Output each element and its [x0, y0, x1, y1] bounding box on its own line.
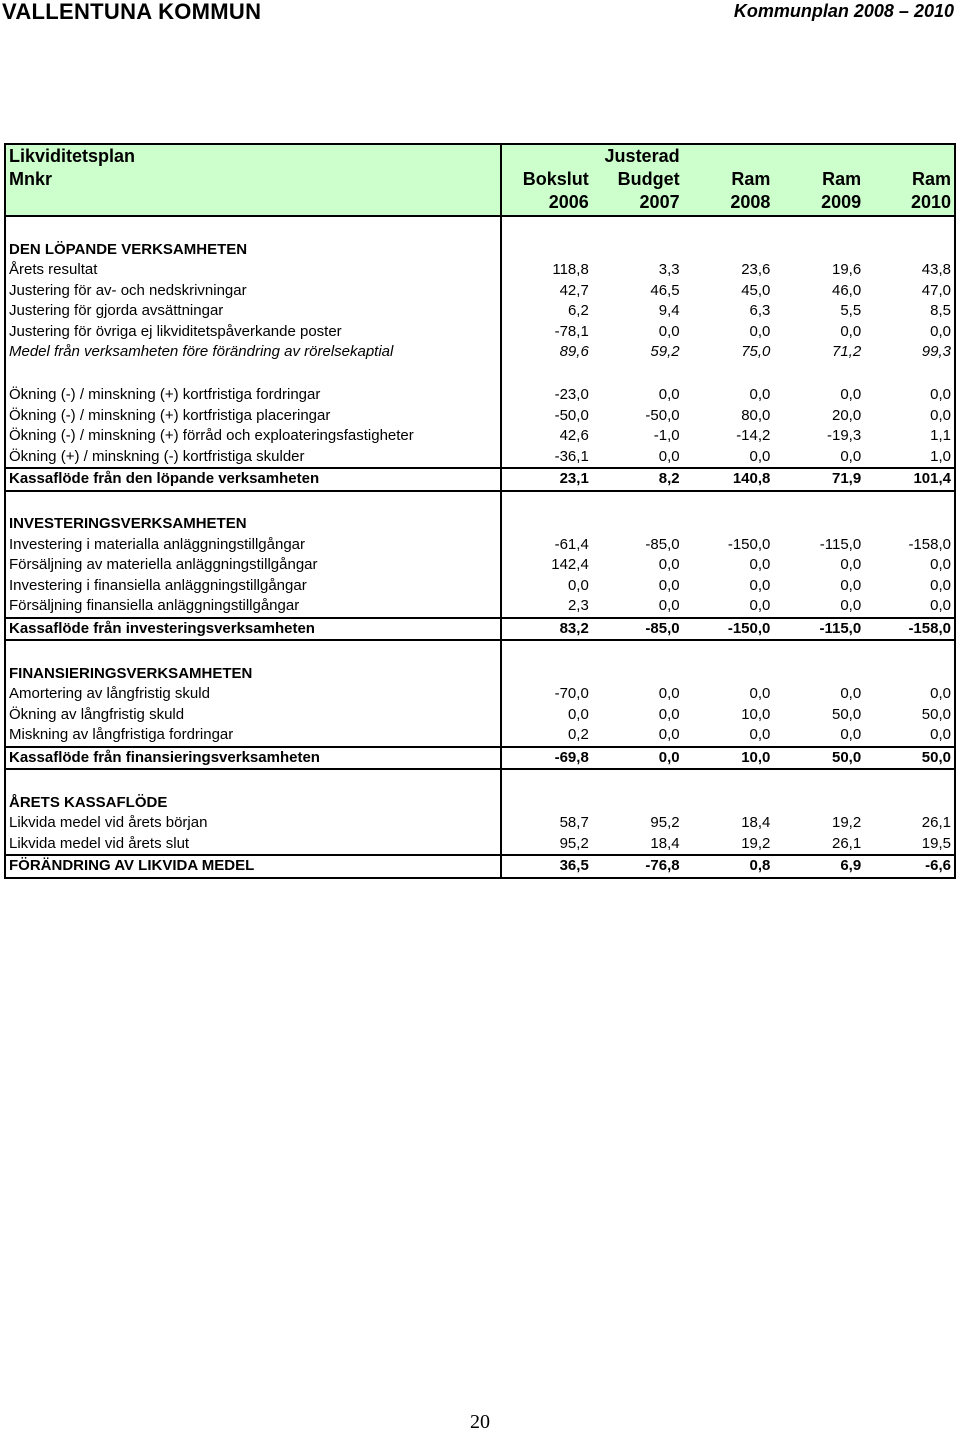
spacer-cell [5, 640, 501, 664]
value-budget-2007 [592, 240, 683, 261]
value-ram-2010: 0,0 [930, 576, 951, 594]
value-ram-2008 [683, 514, 774, 535]
spacer-cell [592, 640, 683, 664]
value-bokslut-2006: 42,7 [559, 281, 589, 299]
table-row [5, 301, 955, 322]
page-number: 20 [470, 1411, 490, 1433]
value-bokslut-2006: 42,6 [559, 427, 589, 445]
row-label: Ökning (-) / minskning (+) förråd och exploateringsfastigheter [5, 426, 501, 447]
value-ram-2008: 0,0 [749, 556, 771, 574]
spacer-cell [5, 363, 501, 386]
spacer-cell [501, 640, 592, 664]
value-ram-2009: -115,0 [819, 535, 862, 553]
spacer-row [5, 363, 955, 386]
page-header [0, 0, 960, 24]
value-bokslut-2006: -61,4 [554, 535, 589, 553]
value-budget-2007: 46,5 [650, 281, 680, 299]
row-label: Justering för gjorda avsättningar [5, 301, 501, 322]
value-ram-2008: 0,8 [749, 857, 771, 875]
spacer-cell [592, 216, 683, 240]
row-label: Investering i materialla anläggningstillgångar [5, 535, 501, 556]
value-ram-2008: 10,0 [741, 705, 771, 723]
header-col-bokslut-2006: Bokslut 2006 [501, 144, 592, 216]
value-ram-2009: 6,9 [840, 857, 862, 875]
value-ram-2009: 0,0 [773, 596, 864, 618]
value-budget-2007: -85,0 [645, 535, 680, 553]
value-ram-2010: -6,6 [925, 857, 951, 875]
header-label-cell [5, 144, 501, 216]
value-bokslut-2006: 23,1 [501, 468, 592, 491]
table-row [5, 322, 955, 343]
spacer-cell [773, 363, 864, 386]
value-bokslut-2006: 95,2 [501, 834, 592, 856]
table-title: Likviditetsplan [9, 146, 136, 166]
value-ram-2009: 50,0 [831, 705, 862, 723]
value-budget-2007: 0,0 [592, 447, 683, 469]
header-col-budget-2007: Justerad Budget 2007 [592, 144, 683, 216]
value-bokslut-2006: -70,0 [554, 685, 589, 703]
value-budget-2007: -50,0 [645, 406, 680, 424]
value-ram-2009: 19,2 [831, 814, 862, 832]
value-ram-2010: 99,3 [921, 343, 951, 361]
value-ram-2008: 0,0 [749, 576, 771, 594]
value-ram-2010 [864, 793, 955, 814]
value-ram-2010: 101,4 [864, 468, 955, 491]
spacer-cell [592, 363, 683, 386]
spacer-row [5, 769, 955, 793]
value-ram-2008: 0,0 [683, 596, 774, 618]
spacer-cell [592, 491, 683, 515]
spacer-cell [501, 769, 592, 793]
spacer-cell [683, 491, 774, 515]
value-ram-2008: 0,0 [683, 725, 774, 747]
value-budget-2007: 18,4 [592, 834, 683, 856]
value-bokslut-2006 [501, 514, 592, 535]
row-label: Ökning (+) / minskning (-) kortfristiga skulder [5, 447, 501, 469]
value-ram-2009: 0,0 [840, 685, 862, 703]
table-row [5, 406, 955, 427]
value-bokslut-2006: 6,2 [567, 302, 589, 320]
table-row [5, 535, 955, 556]
row-label: Kassaflöde från finansieringsverksamheten [5, 747, 501, 770]
value-ram-2009: 71,2 [831, 343, 862, 361]
spacer-cell [501, 216, 592, 240]
value-budget-2007: 0,0 [592, 725, 683, 747]
value-ram-2010: 26,1 [921, 814, 951, 832]
value-ram-2008: 10,0 [683, 747, 774, 770]
value-ram-2008: 45,0 [741, 281, 771, 299]
value-budget-2007: -85,0 [592, 618, 683, 641]
value-ram-2009: 46,0 [831, 281, 862, 299]
value-bokslut-2006: 89,6 [559, 343, 589, 361]
value-ram-2008 [683, 793, 774, 814]
table-row [5, 705, 955, 726]
row-label: Försäljning av materiella anläggningstillgångar [5, 555, 501, 576]
value-ram-2008: 0,0 [749, 386, 771, 404]
value-budget-2007: 0,0 [658, 685, 680, 703]
value-ram-2010: 19,5 [864, 834, 955, 856]
table-row [5, 260, 955, 281]
spacer-cell [501, 363, 592, 386]
value-bokslut-2006 [501, 793, 592, 814]
value-bokslut-2006: -36,1 [501, 447, 592, 469]
subtotal-row [5, 342, 955, 363]
value-ram-2010: 0,0 [930, 406, 951, 424]
row-label: Kassaflöde från investeringsverksamheten [5, 618, 501, 641]
spacer-cell [864, 640, 955, 664]
value-ram-2008: 75,0 [741, 343, 771, 361]
value-ram-2008: 0,0 [683, 447, 774, 469]
row-label: Medel från verksamheten före förändring av rörelsekaptial [5, 342, 501, 363]
value-bokslut-2006: -69,8 [501, 747, 592, 770]
spacer-row [5, 640, 955, 664]
value-ram-2010 [864, 240, 955, 261]
spacer-cell [773, 216, 864, 240]
value-ram-2010: 8,5 [930, 302, 951, 320]
value-budget-2007: 0,0 [658, 386, 680, 404]
spacer-cell [864, 491, 955, 515]
value-budget-2007: 0,0 [592, 596, 683, 618]
spacer-cell [683, 216, 774, 240]
row-label: FÖRÄNDRING AV LIKVIDA MEDEL [5, 855, 501, 878]
value-ram-2008: 140,8 [683, 468, 774, 491]
row-label: Ökning (-) / minskning (+) kortfristiga fordringar [5, 385, 501, 406]
table-row [5, 385, 955, 406]
value-budget-2007 [592, 664, 683, 685]
value-budget-2007: 9,4 [658, 302, 680, 320]
value-ram-2009: 26,1 [773, 834, 864, 856]
spacer-cell [773, 769, 864, 793]
value-ram-2010: -158,0 [908, 535, 951, 553]
value-ram-2009 [773, 664, 864, 685]
spacer-cell [5, 491, 501, 515]
row-label: Likvida medel vid årets början [5, 813, 501, 834]
value-bokslut-2006: 0,2 [501, 725, 592, 747]
row-label: Justering för av- och nedskrivningar [5, 281, 501, 302]
value-ram-2009: 0,0 [773, 447, 864, 469]
value-budget-2007: -76,8 [645, 857, 680, 875]
value-bokslut-2006 [501, 664, 592, 685]
spacer-cell [864, 769, 955, 793]
value-ram-2008: 0,0 [749, 322, 771, 340]
row-label: Amortering av långfristig skuld [5, 684, 501, 705]
value-ram-2009: -19,3 [826, 427, 862, 445]
section-heading-row [5, 664, 955, 685]
spacer-cell [864, 216, 955, 240]
row-label: Likvida medel vid årets slut [5, 834, 501, 856]
value-ram-2010: 50,0 [921, 705, 951, 723]
table-unit: Mnkr [9, 169, 53, 189]
value-ram-2008: 80,0 [741, 406, 771, 424]
spacer-cell [592, 769, 683, 793]
row-label: Miskning av långfristiga fordringar [5, 725, 501, 747]
table-row [5, 576, 955, 597]
value-ram-2009: 20,0 [831, 406, 862, 424]
value-ram-2009: 0,0 [840, 556, 862, 574]
value-ram-2010: 0,0 [930, 556, 951, 574]
value-ram-2009: 50,0 [773, 747, 864, 770]
value-ram-2008: 6,3 [749, 302, 771, 320]
spacer-cell [773, 491, 864, 515]
table-row [5, 813, 955, 834]
value-budget-2007: 3,3 [658, 261, 680, 279]
value-ram-2009: 0,0 [773, 725, 864, 747]
table-row [5, 834, 955, 856]
value-budget-2007: 0,0 [658, 322, 680, 340]
spacer-cell [501, 491, 592, 515]
spacer-row [5, 491, 955, 515]
value-ram-2008: -150,0 [683, 618, 774, 641]
row-label: ÅRETS KASSAFLÖDE [5, 793, 501, 814]
value-bokslut-2006: -50,0 [554, 406, 589, 424]
value-ram-2009 [773, 514, 864, 535]
value-budget-2007: 8,2 [592, 468, 683, 491]
value-ram-2009: -115,0 [773, 618, 864, 641]
spacer-cell [683, 363, 774, 386]
total-row [5, 747, 955, 770]
liquidity-table [4, 143, 956, 879]
value-ram-2008: 0,0 [749, 685, 771, 703]
table-row [5, 426, 955, 447]
row-label: DEN LÖPANDE VERKSAMHETEN [5, 240, 501, 261]
value-ram-2010: -158,0 [864, 618, 955, 641]
value-ram-2010: 50,0 [864, 747, 955, 770]
value-ram-2009 [773, 240, 864, 261]
value-ram-2009: 0,0 [840, 576, 862, 594]
value-ram-2010: 1,1 [930, 427, 951, 445]
value-ram-2010 [864, 664, 955, 685]
value-ram-2009: 5,5 [840, 302, 862, 320]
value-bokslut-2006: 0,0 [567, 576, 589, 594]
value-ram-2008: 19,2 [683, 834, 774, 856]
section-heading-row [5, 793, 955, 814]
value-bokslut-2006: 0,0 [567, 705, 589, 723]
row-label: Investering i finansiella anläggningstillgångar [5, 576, 501, 597]
value-ram-2010: 0,0 [864, 596, 955, 618]
value-ram-2010: 0,0 [864, 725, 955, 747]
value-budget-2007 [592, 793, 683, 814]
spacer-cell [773, 640, 864, 664]
value-ram-2010: 1,0 [864, 447, 955, 469]
value-ram-2009 [773, 793, 864, 814]
value-ram-2009: 71,9 [773, 468, 864, 491]
table-row [5, 555, 955, 576]
value-budget-2007 [592, 514, 683, 535]
value-ram-2010: 0,0 [930, 685, 951, 703]
spacer-cell [5, 769, 501, 793]
value-ram-2008 [683, 240, 774, 261]
value-budget-2007: 0,0 [592, 747, 683, 770]
value-budget-2007: 0,0 [658, 556, 680, 574]
header-col-ram-2010: Ram 2010 [864, 144, 955, 216]
row-label: Kassaflöde från den löpande verksamheten [5, 468, 501, 491]
value-ram-2008 [683, 664, 774, 685]
value-ram-2010: 0,0 [930, 386, 951, 404]
value-ram-2009: 0,0 [840, 322, 862, 340]
value-budget-2007: -1,0 [653, 427, 680, 445]
value-bokslut-2006: 36,5 [559, 857, 589, 875]
table-row [5, 596, 955, 618]
spacer-cell [683, 640, 774, 664]
spacer-cell [864, 363, 955, 386]
value-bokslut-2006: 83,2 [501, 618, 592, 641]
total-row [5, 468, 955, 491]
value-ram-2008: -150,0 [727, 535, 771, 553]
row-label: Försäljning finansiella anläggningstillgångar [5, 596, 501, 618]
value-ram-2009: 19,6 [831, 261, 862, 279]
value-ram-2010: 0,0 [930, 322, 951, 340]
value-budget-2007: 59,2 [650, 343, 680, 361]
row-label: Årets resultat [5, 260, 501, 281]
total-row [5, 618, 955, 641]
plan-title: Kommunplan 2008 – 2010 [733, 1, 954, 21]
table-row [5, 281, 955, 302]
table-row [5, 447, 955, 469]
value-bokslut-2006: -78,1 [554, 322, 589, 340]
header-col-ram-2008: Ram 2008 [683, 144, 774, 216]
org-name: VALLENTUNA KOMMUN [2, 0, 262, 24]
table-header-row [5, 144, 955, 216]
value-budget-2007: 95,2 [650, 814, 680, 832]
value-ram-2008: 18,4 [741, 814, 771, 832]
section-heading-row [5, 514, 955, 535]
value-bokslut-2006: 118,8 [552, 261, 589, 279]
spacer-row [5, 216, 955, 240]
liquidity-table-wrapper [4, 143, 954, 879]
row-label: INVESTERINGSVERKSAMHETEN [5, 514, 501, 535]
value-budget-2007: 0,0 [658, 705, 680, 723]
spacer-cell [683, 769, 774, 793]
header-col-ram-2009: Ram 2009 [773, 144, 864, 216]
row-label: FINANSIERINGSVERKSAMHETEN [5, 664, 501, 685]
value-bokslut-2006: -23,0 [554, 386, 589, 404]
row-label: Ökning (-) / minskning (+) kortfristiga placeringar [5, 406, 501, 427]
value-ram-2010: 47,0 [921, 281, 951, 299]
value-ram-2010: 43,8 [921, 261, 951, 279]
value-bokslut-2006: 142,4 [551, 556, 589, 574]
row-label: Ökning av långfristig skuld [5, 705, 501, 726]
value-bokslut-2006: 2,3 [501, 596, 592, 618]
spacer-cell [5, 216, 501, 240]
table-row [5, 684, 955, 705]
final-total-row [5, 855, 955, 878]
table-row [5, 725, 955, 747]
value-ram-2008: -14,2 [736, 427, 771, 445]
value-bokslut-2006 [501, 240, 592, 261]
value-bokslut-2006: 58,7 [559, 814, 589, 832]
value-budget-2007: 0,0 [658, 576, 680, 594]
value-ram-2010 [864, 514, 955, 535]
value-ram-2008: 23,6 [741, 261, 771, 279]
row-label: Justering för övriga ej likviditetspåverkande poster [5, 322, 501, 343]
value-ram-2009: 0,0 [840, 386, 862, 404]
section-heading-row [5, 240, 955, 261]
